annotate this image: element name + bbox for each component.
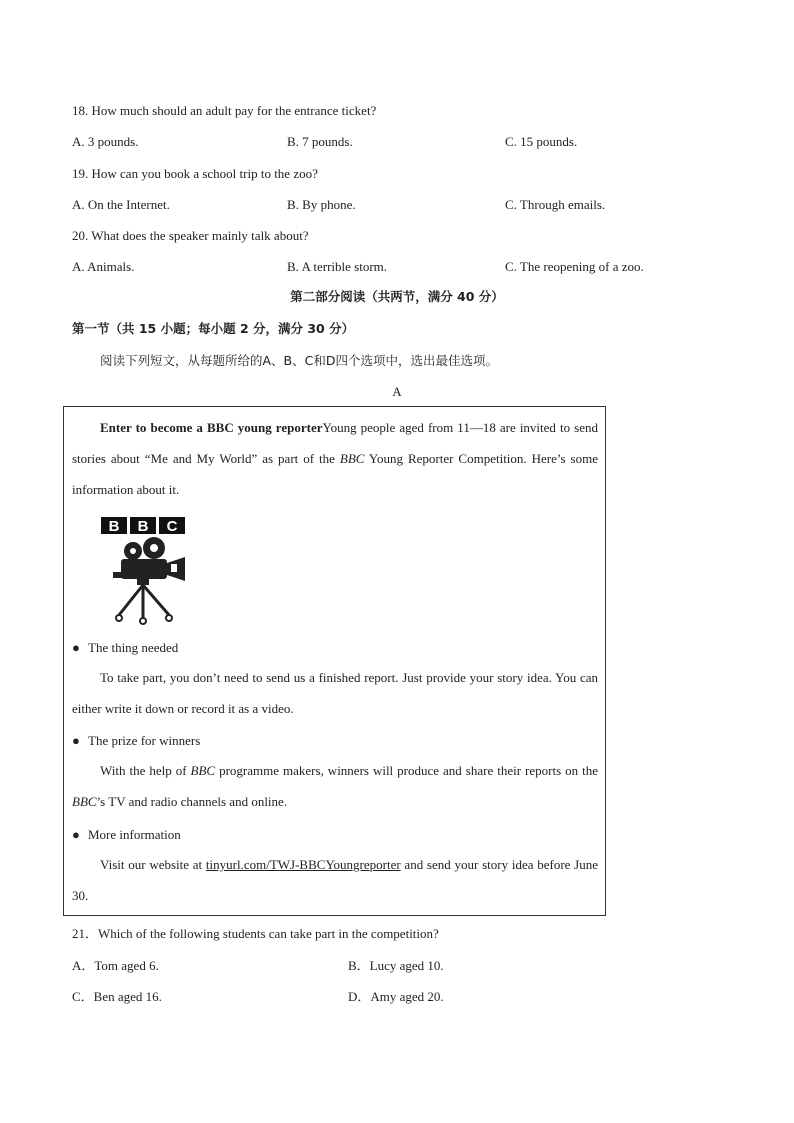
question-20-option-c: C. The reopening of a zoo. xyxy=(505,259,644,274)
logo-letter-3: C xyxy=(166,518,178,535)
bullet-2-text-2: programme makers, winners will produce and share their reports on the xyxy=(215,763,598,778)
question-19-stem: 19. How can you book a school trip to the zoo? xyxy=(72,166,318,181)
bullet-3-title: More information xyxy=(88,827,181,842)
bullet-prize xyxy=(72,733,200,749)
question-19-option-c: C. Through emails. xyxy=(505,197,606,212)
question-21-option-b: B．Lucy aged 10. xyxy=(348,958,444,973)
question-21-option-d: D．Amy aged 20. xyxy=(348,989,444,1004)
website-link[interactable]: tinyurl.com/TWJ-BBCYoungreporter xyxy=(205,857,401,872)
bullet-icon: ● xyxy=(72,640,80,655)
question-19-option-b: B. By phone. xyxy=(287,197,356,212)
question-21-option-a: A．Tom aged 6. xyxy=(72,958,159,973)
bullet-thing-needed xyxy=(72,640,178,656)
bullet-3-text-1: Visit our website at xyxy=(100,857,206,872)
bullet-icon: ● xyxy=(72,733,80,748)
bullet-2-text xyxy=(72,755,598,817)
question-21-option-c: C．Ben aged 16. xyxy=(72,989,162,1004)
passage-intro-text-1: Young people aged from 11—18 are invited to send stories about “Me and My World” as part of the xyxy=(72,420,598,466)
bullet-2-text-3: ’s TV and radio channels and online. xyxy=(96,794,288,809)
question-21-stem: 21．Which of the following students can take part in the competition? xyxy=(72,926,439,941)
camera-tripod-icon xyxy=(99,515,191,625)
bullet-1-title: The thing needed xyxy=(88,640,179,655)
question-20-option-b: B. A terrible storm. xyxy=(287,259,388,274)
question-20-option-a: A. Animals. xyxy=(72,259,135,274)
section1-title: 第一节（共 15 小题；每小题 2 分，满分 30 分） xyxy=(72,321,355,336)
passage-intro-text-2: Young Reporter Competition. Here’s some information about it. xyxy=(72,451,598,497)
passage-label: A xyxy=(392,384,402,399)
logo-letter-2: B xyxy=(137,518,149,535)
bullet-2-text-1: With the help of xyxy=(100,763,191,778)
question-18-option-b: B. 7 pounds. xyxy=(287,134,353,149)
part2-title: 第二部分阅读（共两节，满分 40 分） xyxy=(290,289,504,304)
passage-intro-italic: BBC xyxy=(339,451,365,466)
logo-letter-1: B xyxy=(108,518,120,535)
bullet-more-info xyxy=(72,827,181,843)
question-18-option-c: C. 15 pounds. xyxy=(505,134,578,149)
passage-heading: Enter to become a BBC young reporter xyxy=(100,420,323,435)
bullet-2-italic-1: BBC xyxy=(190,763,216,778)
question-19-option-a: A. On the Internet. xyxy=(72,197,170,212)
bullet-icon: ● xyxy=(72,827,80,842)
bullet-3-text xyxy=(72,849,598,911)
bullet-1-text: To take part, you don’t need to send us a finished report. Just provide your story idea. You can either write it down or record it as a video. xyxy=(72,670,598,716)
question-18-option-a: A. 3 pounds. xyxy=(72,134,139,149)
instructions: 阅读下列短文，从每题所给的A、B、C和D四个选项中，选出最佳选项。 xyxy=(100,353,498,368)
question-18-stem: 18. How much should an adult pay for the entrance ticket? xyxy=(72,103,377,118)
passage-intro xyxy=(72,412,598,505)
bullet-2-title: The prize for winners xyxy=(88,733,201,748)
bbc-camera-logo xyxy=(99,515,191,625)
question-20-stem: 20. What does the speaker mainly talk about? xyxy=(72,228,309,243)
bullet-3-text-2: and send your story idea before June 30. xyxy=(72,857,598,903)
bullet-2-italic-2: BBC xyxy=(72,794,97,809)
